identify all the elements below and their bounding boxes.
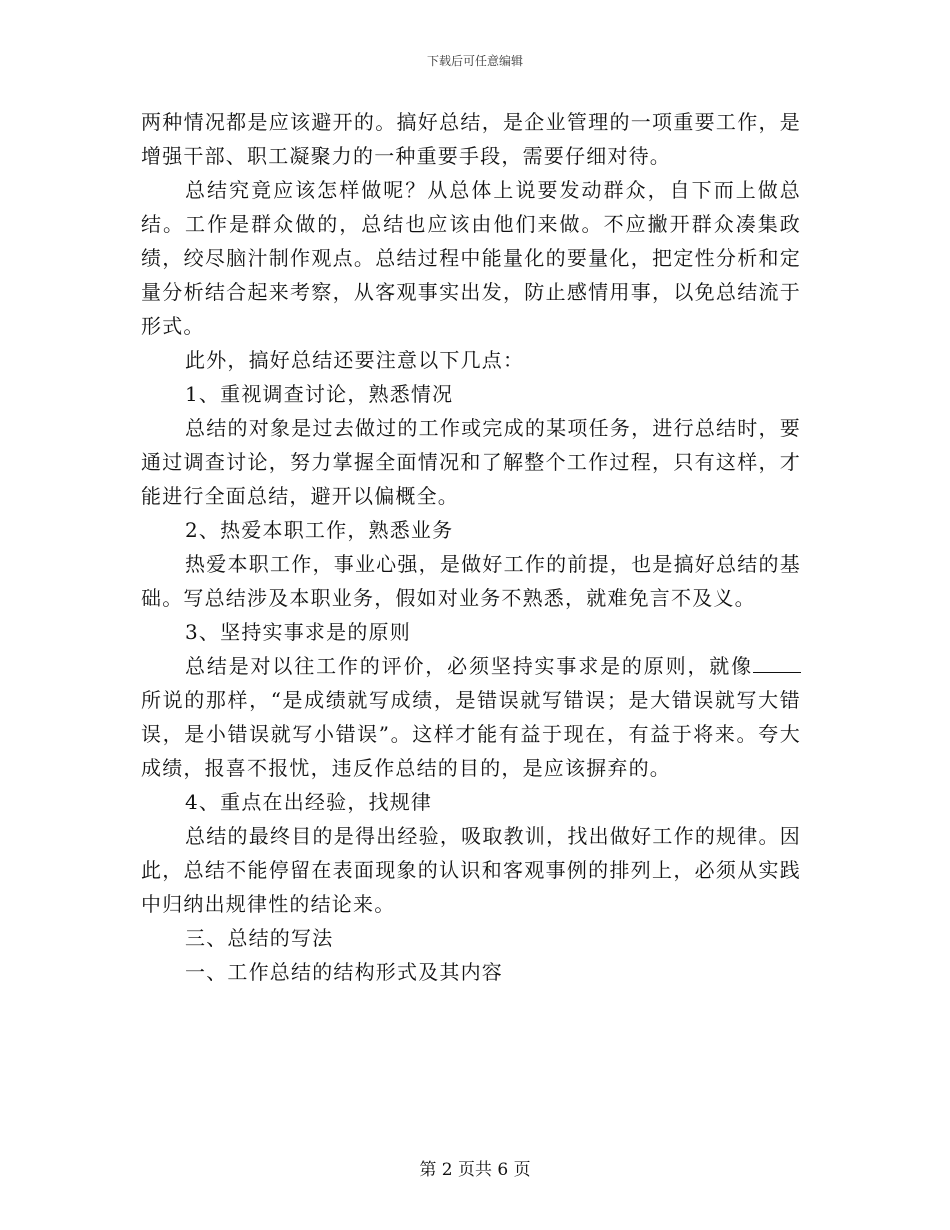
paragraph-2: 总结究竟应该怎样做呢？从总体上说要发动群众，自下而上做总结。工作是群众做的，总结也应该由他们来做。不应撇开群众凑集政绩，绞尽脑汁制作观点。总结过程中能量化的要量化，把定性分析和定量分析结合起来考察，从客观事实出发，防止感情用事，以免总结流于形式。 — [141, 178, 801, 338]
paragraph-3: 此外，搞好总结还要注意以下几点： — [185, 348, 525, 372]
document-body — [141, 105, 801, 989]
paragraph-5: 热爱本职工作，事业心强，是做好工作的前提，也是搞好总结的基础。写总结涉及本职业务，假如对业务不熟悉，就难免言不及义。 — [141, 552, 801, 610]
blank-underline — [753, 652, 801, 673]
paragraph-6-after-blank: 所说的那样，“是成绩就写成绩，是错误就写错误；是大错误就写大错误，是小错误就写小错误”。这样才能有益于现在，有益于将来。夸大成绩，报喜不报忧，违反作总结的目的，是应该摒弃的。 — [141, 688, 801, 780]
page-header: 下载后可任意编辑 — [426, 54, 523, 68]
section-heading-6: 一、工作总结的结构形式及其内容 — [185, 960, 503, 984]
paragraph-7: 总结的最终目的是得出经验，吸取教训，找出做好工作的规律。因此，总结不能停留在表面现象的认识和客观事例的排列上，必须从实践中归纳出规律性的结论来。 — [141, 824, 801, 916]
section-heading-1: 1、重视调查讨论，熟悉情况 — [185, 382, 454, 406]
paragraph-4: 总结的对象是过去做过的工作或完成的某项任务，进行总结时，要通过调查讨论，努力掌握全面情况和了解整个工作过程，只有这样，才能进行全面总结，避开以偏概全。 — [141, 416, 801, 508]
paragraph-6 — [141, 649, 801, 785]
section-heading-4: 4、重点在出经验，找规律 — [185, 790, 433, 814]
section-heading-5: 三、总结的写法 — [185, 926, 334, 950]
page-footer: 第 2 页共 6 页 — [419, 1160, 531, 1180]
section-heading-3: 3、坚持实事求是的原则 — [185, 620, 411, 644]
paragraph-6-before-blank: 总结是对以往工作的评价，必须坚持实事求是的原则，就像 — [185, 654, 753, 678]
section-heading-2: 2、热爱本职工作，熟悉业务 — [185, 518, 454, 542]
paragraph-1: 两种情况都是应该避开的。搞好总结，是企业管理的一项重要工作，是增强干部、职工凝聚力的一种重要手段，需要仔细对待。 — [141, 110, 801, 168]
